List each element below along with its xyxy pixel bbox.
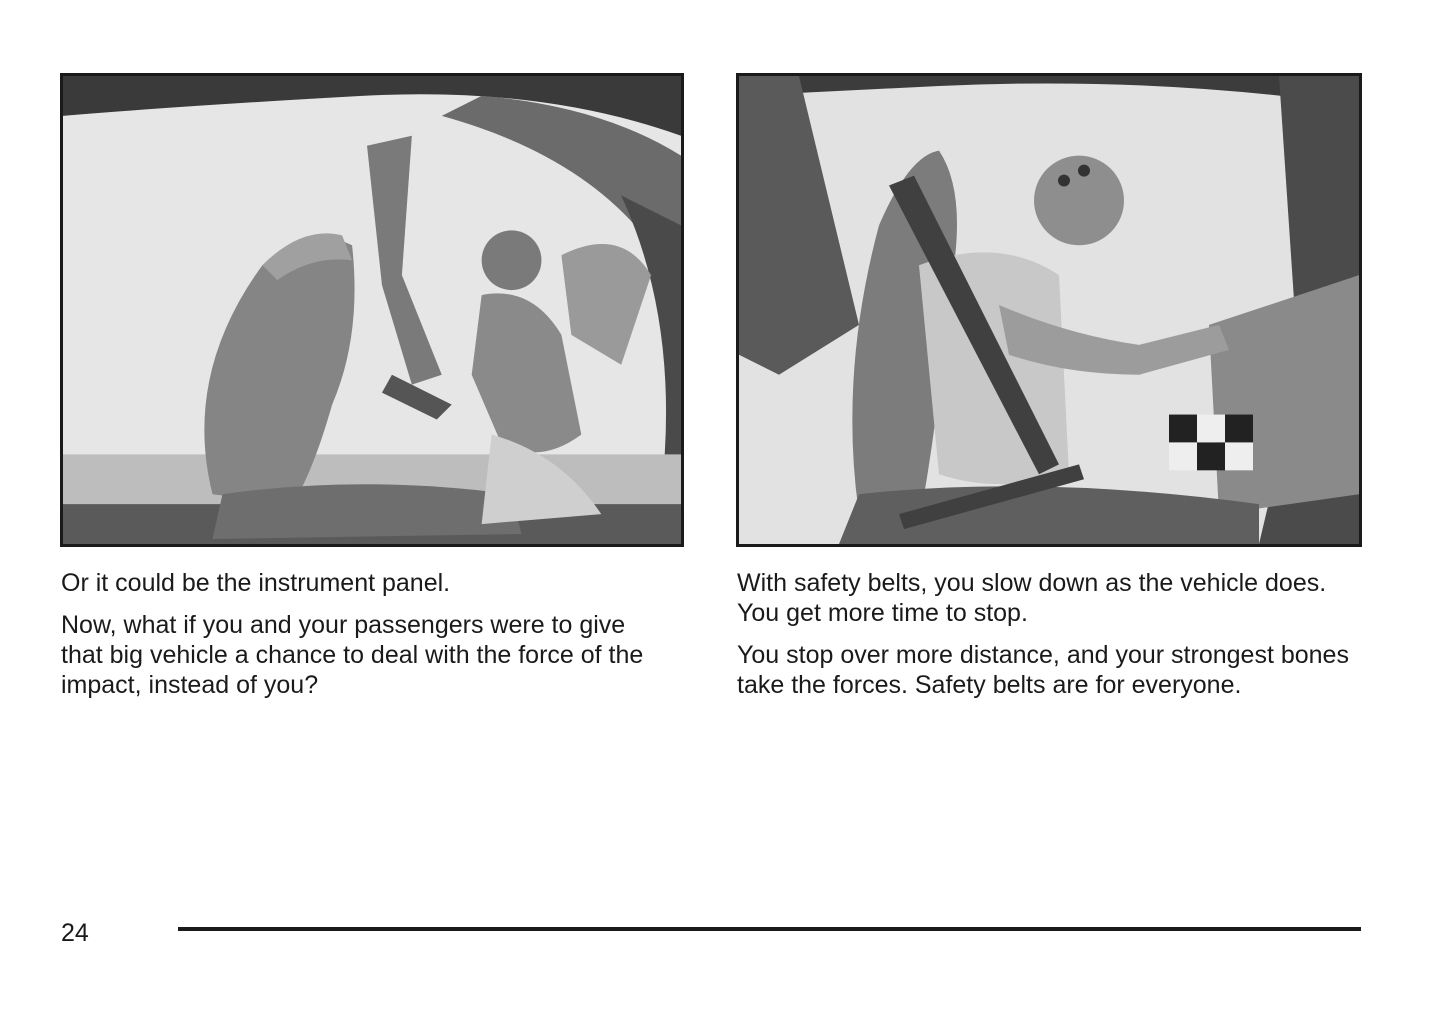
left-text-column — [61, 568, 671, 712]
crash-test-belted-illustration — [739, 76, 1359, 544]
page-number: 24 — [61, 919, 89, 947]
crash-test-photo-belted — [736, 73, 1362, 547]
paragraph: With safety belts, you slow down as the vehicle does. You get more time to stop. — [737, 569, 1327, 627]
right-text-column — [737, 568, 1357, 712]
crash-test-photo-unbelted — [60, 73, 684, 547]
checker-marker — [1169, 415, 1253, 471]
footer-rule — [178, 927, 1361, 931]
crash-test-unbelted-illustration — [63, 76, 681, 544]
paragraph: Or it could be the instrument panel. — [61, 569, 451, 597]
paragraph: You stop over more distance, and your strongest bones take the forces. Safety belts are for everyone. — [737, 641, 1349, 699]
paragraph: Now, what if you and your passengers were to give that big vehicle a chance to deal with the force of the impact, instead of you? — [61, 611, 644, 699]
